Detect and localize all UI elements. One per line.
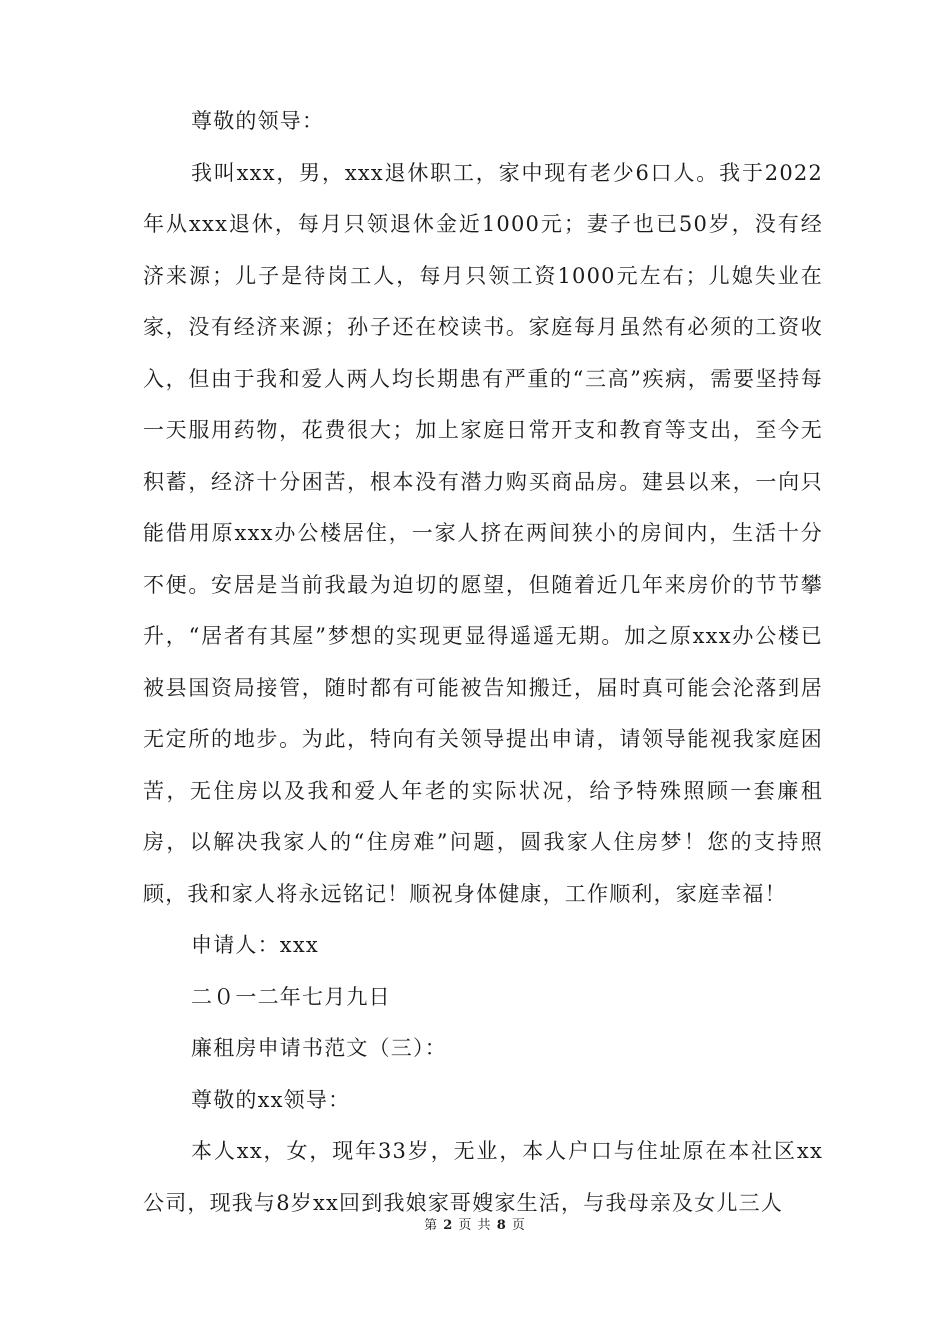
section-heading: 廉租房申请书范文（三）：	[191, 1036, 447, 1060]
body-paragraph: 我叫xxx，男，xxx退休职工，家中现有老少6口人。我于2022年从xxx退休，每月只领退休金近1000元；妻子也已50岁，没有经济来源；儿子是待岗工人，每月只领工资1000元左右；儿媳失业在家，没有经济来源；孙子还在校读书。家庭每月虽然有必须的工资收入，但由于我和爱人两人均长期患有严重的“三高”疾病，需要坚持每一天服用药物，花费很大；加上家庭日常开支和教育等支出，至今无积蓄，经济十分困苦，根本没有潜力购买商品房。建县以来，一向只能借用原xxx办公楼居住，一家人挤在两间狭小的房间内，生活十分不便。安居是当前我最为迫切的愿望，但随着近几年来房价的节节攀升，“居者有其屋”梦想的实现更显得遥遥无期。加之原xxx办公楼已被县国资局接管，随时都有可能被告知搬迁，届时真可能会沦落到居无定所的地步。为此，特向有关领导提出申请，请领导能视我家庭困苦，无住房以及我和爱人年老的实际状况，给予特殊照顾一套廉租房，以解决我家人的“住房难”问题，圆我家人住房梦！您的支持照顾，我和家人将永远铭记！顺祝身体健康，工作顺利，家庭幸福！	[143, 160, 823, 906]
document-body	[143, 96, 823, 1229]
body-paragraph-2: 本人xx，女，现年33岁，无业，本人户口与住址原在本社区xx公司，现我与8岁xx回到我娘家哥嫂家生活，与我母亲及女儿三人	[143, 1139, 823, 1215]
salutation: 尊敬的领导：	[191, 109, 325, 133]
footer-suffix: 页	[511, 1218, 526, 1233]
footer-prefix: 第	[424, 1218, 439, 1233]
page-footer	[0, 1216, 950, 1236]
footer-page-total: 8	[496, 1218, 507, 1233]
footer-mid: 页 共	[458, 1218, 492, 1233]
date-line: 二０一二年七月九日	[191, 984, 391, 1009]
salutation-2: 尊敬的xx领导：	[191, 1087, 351, 1112]
footer-page-number: 2	[443, 1218, 454, 1233]
applicant-line: 申请人：xxx	[191, 933, 319, 957]
